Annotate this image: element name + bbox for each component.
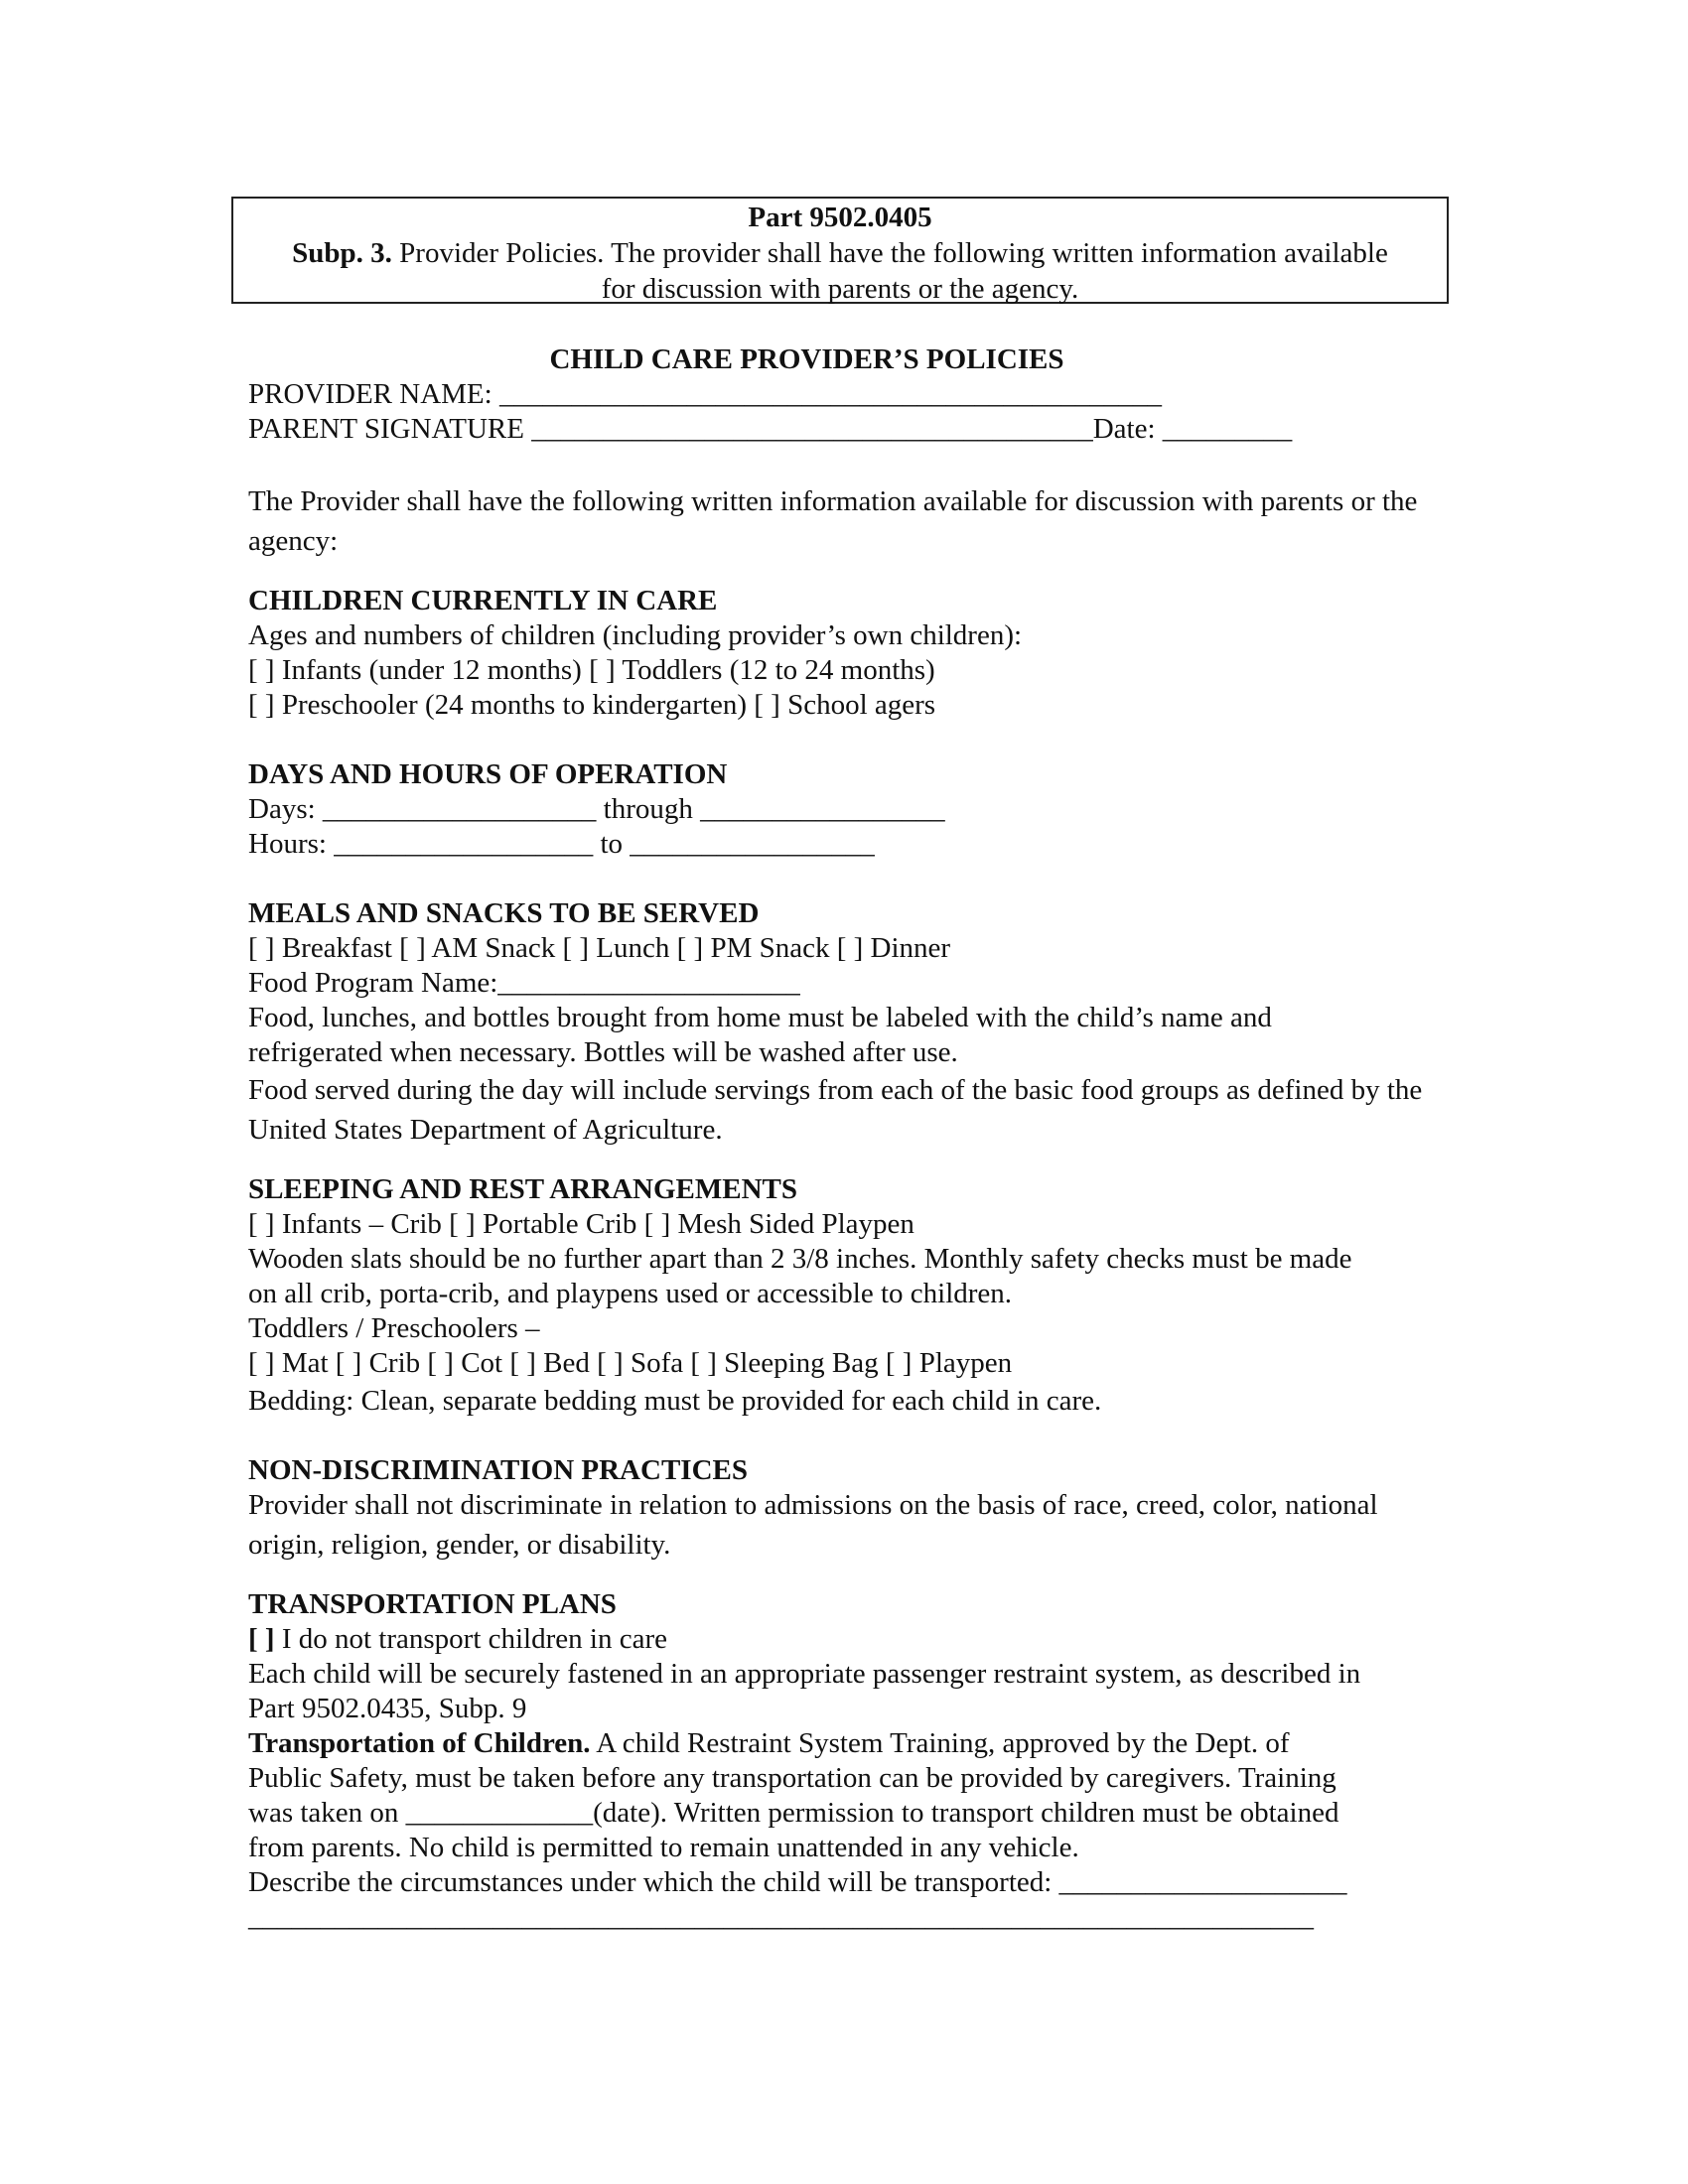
hours-field: Hours: __________________ to _________________ (248, 828, 875, 860)
toddlers-label: Toddlers / Preschoolers – (248, 1312, 540, 1344)
sleeping-heading: SLEEPING AND REST ARRANGEMENTS (248, 1173, 798, 1205)
sleeping-toddler-options: [ ] Mat [ ] Crib [ ] Cot [ ] Bed [ ] Sofa [ ] Sleeping Bag [ ] Playpen (248, 1347, 1013, 1379)
transport-blank-line: __________________________________________________________________________ (248, 1901, 1314, 1933)
document-body (248, 342, 1450, 1935)
bedding-note: Bedding: Clean, separate bedding must be provided for each child in care. (248, 1385, 1102, 1417)
transport-paragraph-2d: from parents. No child is permitted to remain unattended in any vehicle. (248, 1832, 1079, 1863)
transport-describe-field: Describe the circumstances under which the child will be transported: ____________________ (248, 1866, 1347, 1898)
subpart-text: Provider Policies. The provider shall have the following written information available (391, 237, 1388, 269)
days-field: Days: ___________________ through _________________ (248, 793, 945, 825)
nondiscrimination-heading: NON-DISCRIMINATION PRACTICES (248, 1454, 748, 1486)
transport-paragraph-2b: Public Safety, must be taken before any transportation can be provided by caregivers. Training (248, 1762, 1336, 1794)
no-transport-label: I do not transport children in care (274, 1623, 667, 1655)
sleeping-paragraph-1a: Wooden slats should be no further apart than 2 3/8 inches. Monthly safety checks must be made (248, 1243, 1352, 1275)
food-program-field: Food Program Name:_____________________ (248, 967, 800, 999)
transportation-heading: TRANSPORTATION PLANS (248, 1588, 617, 1620)
subpart-description (233, 235, 1447, 271)
subpart-text-continued: for discussion with parents or the agency. (601, 273, 1079, 305)
transport-paragraph-2a (248, 1726, 1450, 1761)
days-hours-heading: DAYS AND HOURS OF OPERATION (248, 758, 728, 790)
document-title: CHILD CARE PROVIDER’S POLICIES (549, 343, 1064, 375)
meals-paragraph-1a: Food, lunches, and bottles brought from home must be labeled with the child’s name and (248, 1002, 1272, 1033)
transport-bold-lead: Transportation of Children. (248, 1727, 591, 1759)
regulation-header-box (231, 197, 1449, 304)
no-transport-option (248, 1622, 1450, 1657)
meals-paragraph-1b: refrigerated when necessary. Bottles will be washed after use. (248, 1036, 958, 1068)
meals-heading: MEALS AND SNACKS TO BE SERVED (248, 897, 760, 929)
no-transport-checkbox: [ ] (248, 1623, 275, 1655)
children-ages-label: Ages and numbers of children (including provider’s own children): (248, 619, 1023, 651)
meals-options: [ ] Breakfast [ ] AM Snack [ ] Lunch [ ] PM Snack [ ] Dinner (248, 932, 951, 964)
sleeping-infants-options: [ ] Infants – Crib [ ] Portable Crib [ ] Mesh Sided Playpen (248, 1208, 914, 1240)
intro-paragraph: The Provider shall have the following written information available for discussion with parents or the agency: (248, 485, 1418, 557)
meals-paragraph-2: Food served during the day will include servings from each of the basic food groups as defined by the United States Department of Agriculture. (248, 1074, 1423, 1146)
parent-signature-field: PARENT SIGNATURE _______________________________________Date: _________ (248, 413, 1293, 445)
transport-paragraph-1a: Each child will be securely fastened in an appropriate passenger restraint system, as described in (248, 1658, 1361, 1690)
children-options-2: [ ] Preschooler (24 months to kindergarten) [ ] School agers (248, 689, 936, 721)
part-number: Part 9502.0405 (748, 202, 932, 233)
transport-paragraph-2c: was taken on _____________(date). Written permission to transport children must be obtained (248, 1797, 1339, 1829)
sleeping-paragraph-1b: on all crib, porta-crib, and playpens used or accessible to children. (248, 1278, 1013, 1309)
transport-paragraph-1b: Part 9502.0435, Subp. 9 (248, 1693, 527, 1724)
provider-name-field: PROVIDER NAME: ______________________________________________ (248, 378, 1162, 410)
subpart-label: Subp. 3. (292, 237, 392, 269)
transport-paragraph-2a-text: A child Restraint System Training, approved by the Dept. of (590, 1727, 1290, 1759)
children-options-1: [ ] Infants (under 12 months) [ ] Toddlers (12 to 24 months) (248, 654, 935, 686)
children-heading: CHILDREN CURRENTLY IN CARE (248, 585, 718, 616)
nondiscrimination-text: Provider shall not discriminate in relation to admissions on the basis of race, creed, color, national origin, religion, gender, or disability. (248, 1489, 1378, 1561)
